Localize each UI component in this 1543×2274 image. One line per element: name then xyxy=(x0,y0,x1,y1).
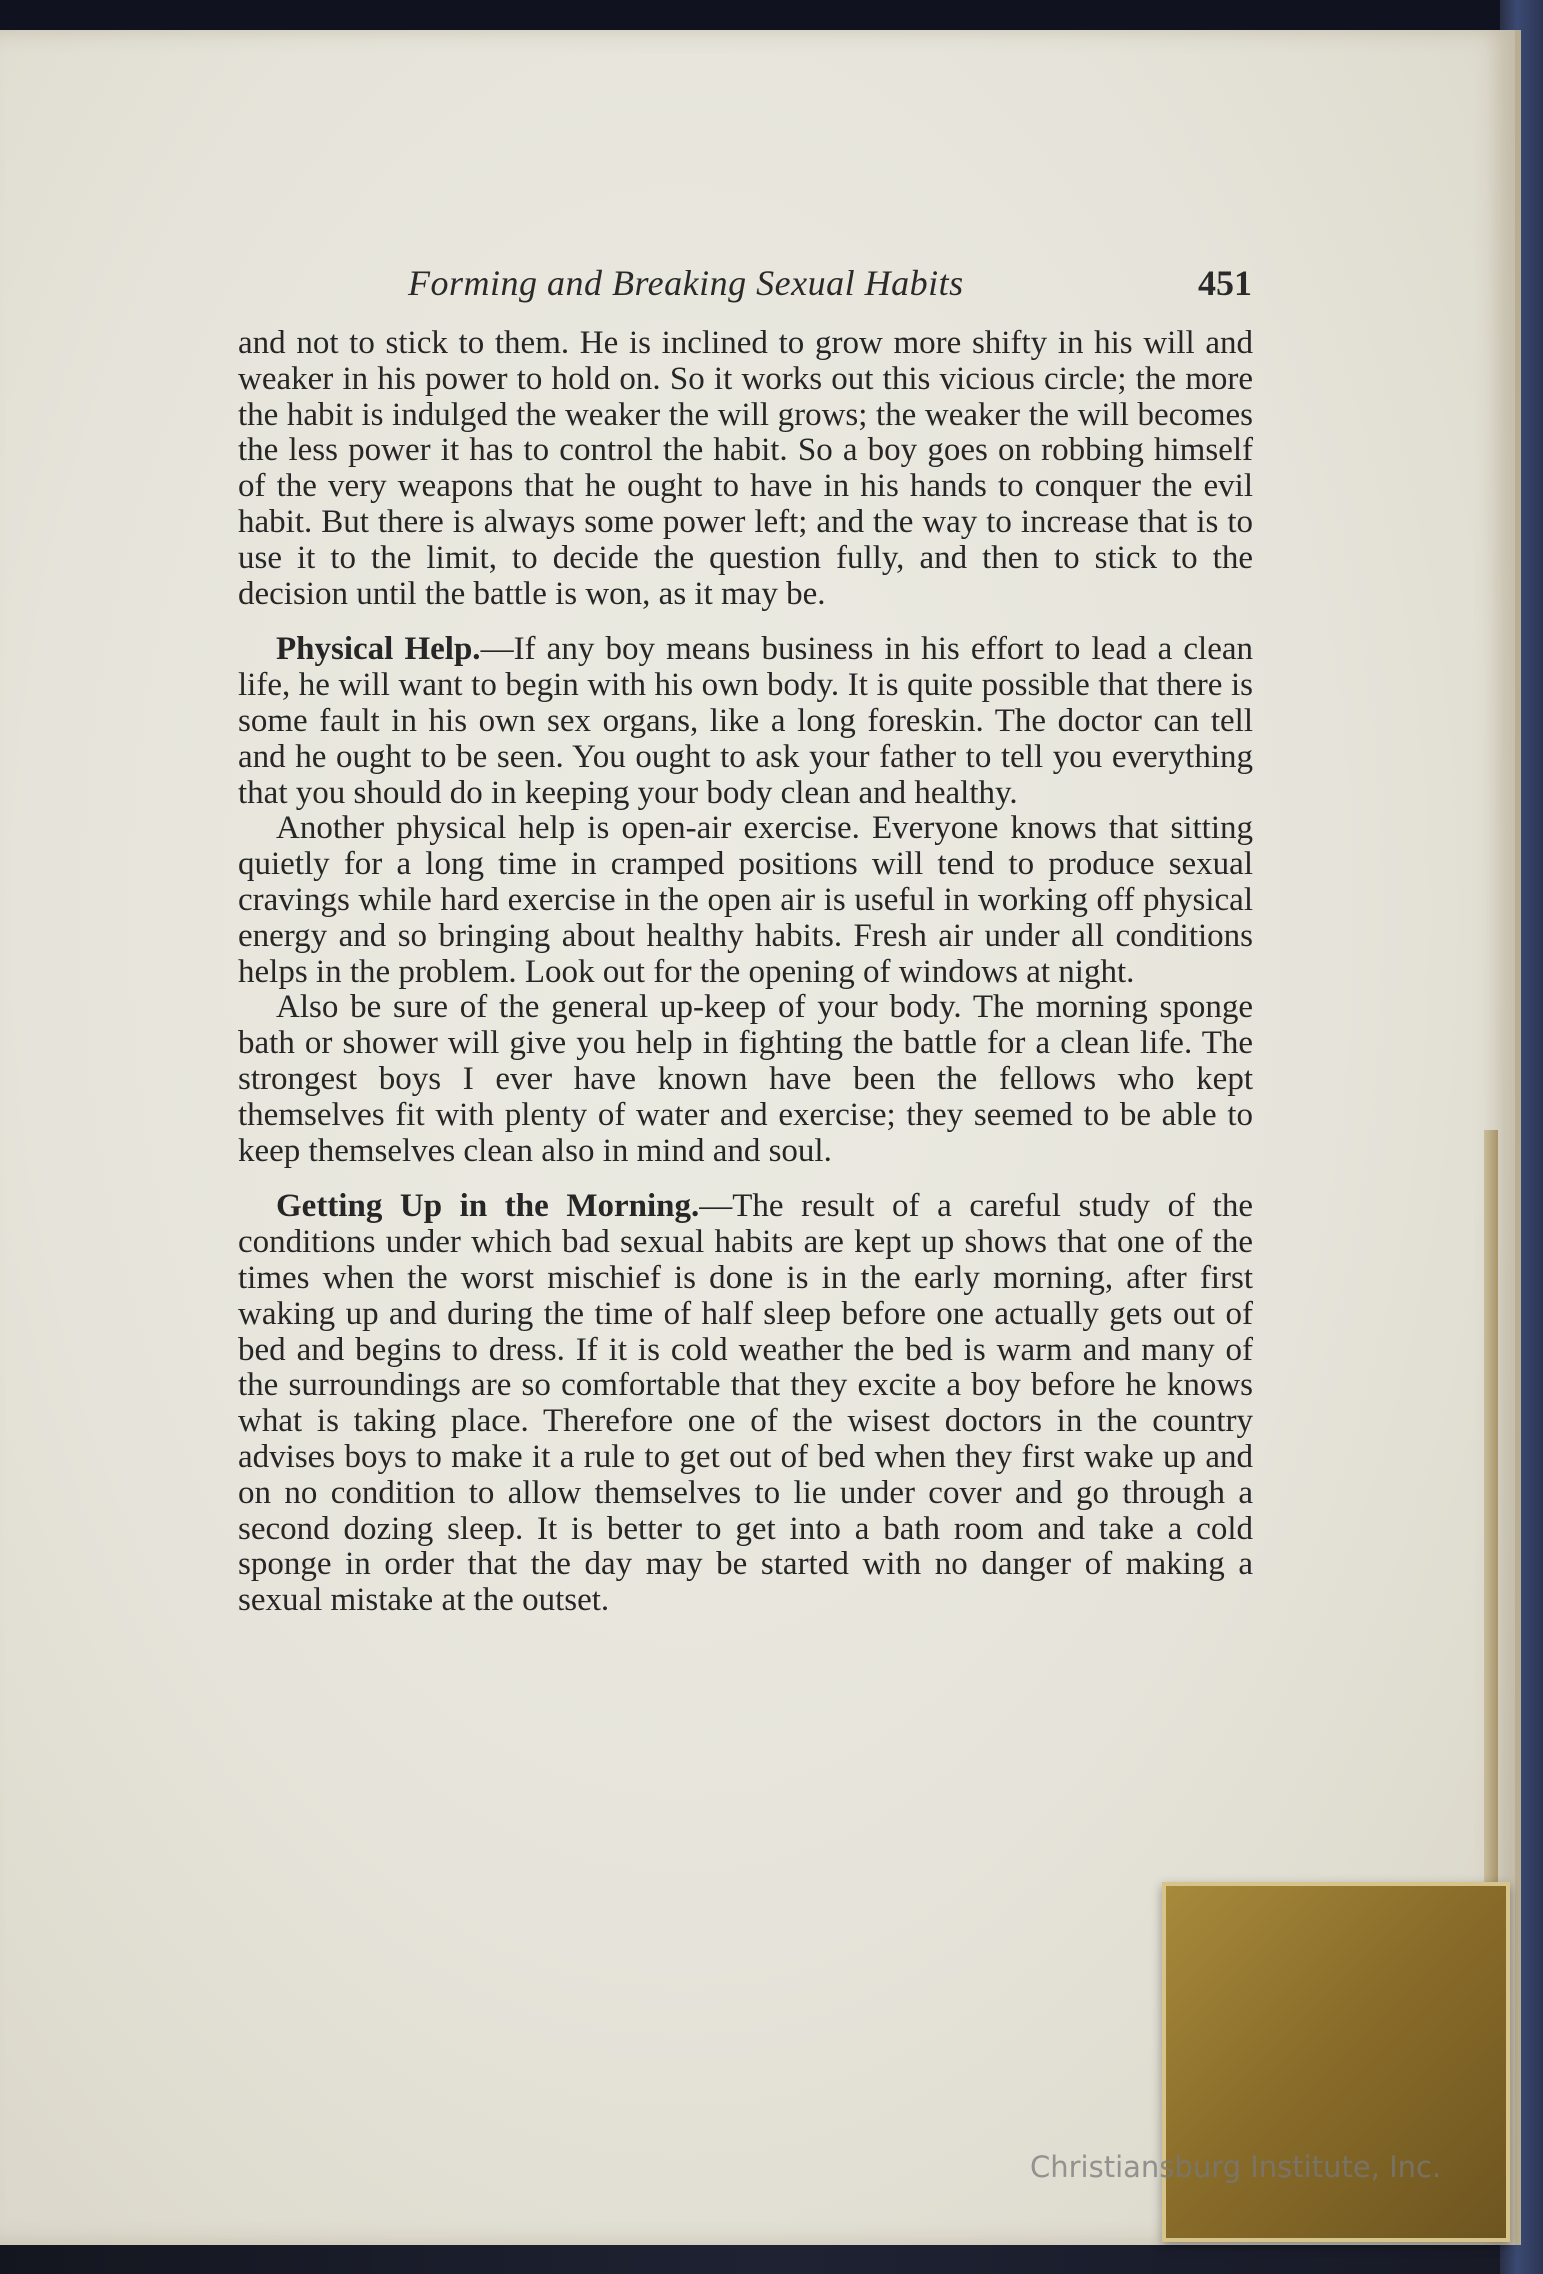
body-text xyxy=(238,326,1253,1619)
paragraph-text: —The result of a careful study of the conditions under which bad sexual habits are kept up shows that one of the times when the worst mischief is done is in the early morning, after first waking up and during the time of half sleep before one actually gets out of bed and begins to dress. If it is cold weather the bed is warm and many of the surroundings are so comfortable that they excite a boy before he knows what is taking place. Therefore one of the wisest doctors in the country advises boys to make it a rule to get out of bed when they first wake up and on no condition to allow themselves to lie under cover and go through a second dozing sleep. It is better to get into a bath room and take a cold sponge in order that the day may be started with no danger of making a sexual mistake at the outset. xyxy=(238,1188,1253,1619)
paragraph-text: and not to stick to them. He is inclined to grow more shifty in his will and weaker in his power to hold on. So it works out this vicious circle; the more the habit is indulged the weaker the will grows; the weaker the will becomes the less power it has to control the habit. So a boy goes on robbing himself of the very weapons that he ought to have in his hands to conquer the evil habit. But there is always some power left; and the way to increase that is to use it to the limit, to decide the question fully, and then to stick to the decision until the battle is won, as it may be. xyxy=(238,325,1253,612)
gold-bookmark-tab xyxy=(1162,1882,1510,2242)
running-head xyxy=(408,262,1258,312)
paragraph-continuation xyxy=(238,326,1253,612)
section-heading: Physical Help. xyxy=(276,631,481,668)
paragraph-text: Another physical help is open-air exercise. Everyone knows that sitting quietly for a long time in cramped positions will tend to produce sexual cravings while hard exercise in the open air is useful in working off physical energy and so bringing about healthy habits. Fresh air under all conditions helps in the problem. Look out for the opening of windows at night. xyxy=(238,810,1253,990)
paragraph-open-air-exercise xyxy=(238,811,1253,990)
page-number: 451 xyxy=(1198,263,1252,303)
paragraph-text: Also be sure of the general up-keep of your body. The morning sponge bath or shower will give you help in fighting the battle for a clean life. The strongest boys I ever have known have been the fellows who kept themselves fit with plenty of water and exercise; they seemed to be able to keep themselves clean also in mind and soul. xyxy=(238,989,1253,1169)
running-head-title: Forming and Breaking Sexual Habits xyxy=(408,263,964,303)
paragraph-physical-help xyxy=(238,632,1253,811)
watermark: Christiansburg Institute, Inc. xyxy=(1030,2150,1442,2184)
paragraph-getting-up xyxy=(238,1189,1253,1619)
paragraph-body-upkeep xyxy=(238,990,1253,1169)
paragraph-text: —If any boy means business in his effort to lead a clean life, he will want to begin with his own body. It is quite possible that there is some fault in his own sex organs, like a long foreskin. The doctor can tell and he ought to be seen. You ought to ask your father to tell you everything that you should do in keeping your body clean and healthy. xyxy=(238,631,1253,811)
section-heading: Getting Up in the Morning. xyxy=(276,1188,700,1225)
